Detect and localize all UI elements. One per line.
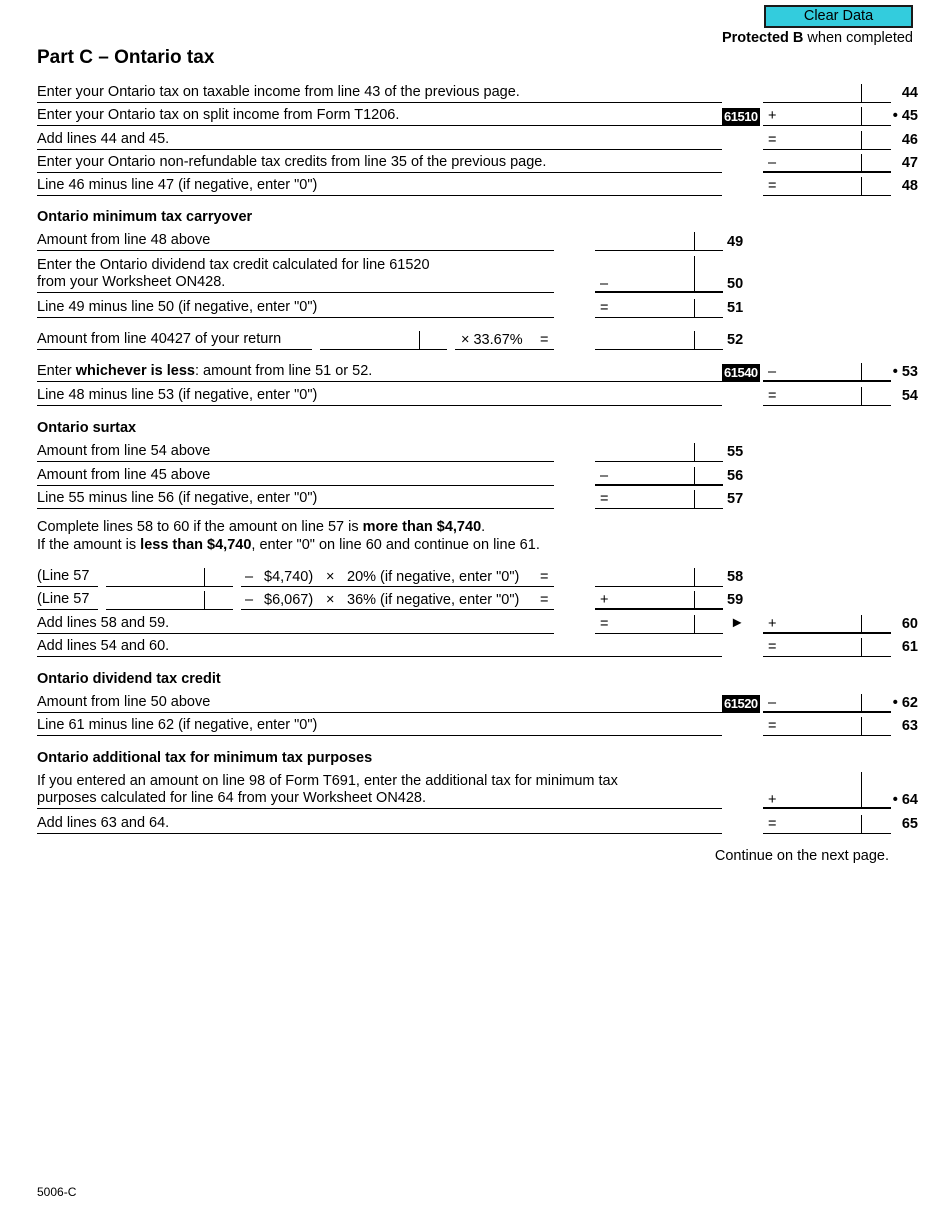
line-52-rule bbox=[37, 349, 312, 350]
line-60-rule bbox=[37, 633, 554, 634]
line-51-number: 51 bbox=[727, 300, 744, 316]
line-56-divider bbox=[694, 467, 695, 485]
line-62-number: • 62 bbox=[892, 695, 918, 711]
line-61-operator: = bbox=[768, 639, 777, 655]
line-58-equals: = bbox=[540, 569, 549, 585]
line-59-equals: = bbox=[540, 592, 549, 608]
line-64-rule bbox=[37, 808, 722, 809]
line-56-label: Amount from line 45 above bbox=[37, 467, 211, 483]
line-52-field[interactable] bbox=[595, 330, 693, 350]
line-48-field[interactable] bbox=[780, 176, 861, 196]
line-53-code: 61540 bbox=[724, 365, 758, 380]
line-53-operator: – bbox=[768, 364, 777, 380]
line-46-field[interactable] bbox=[780, 130, 861, 150]
protected-label: Protected B bbox=[721, 30, 804, 46]
surtax-note-1-bold: more than $4,740 bbox=[362, 519, 482, 535]
line-50-number: 50 bbox=[727, 276, 744, 292]
line-59-operator: + bbox=[600, 592, 609, 608]
line-57-label: Line 55 minus line 56 (if negative, enter "0") bbox=[37, 490, 318, 506]
line-54-operator: = bbox=[768, 388, 777, 404]
line-60-sub-rule bbox=[595, 633, 723, 634]
line-52-amount-rule bbox=[320, 349, 447, 350]
line-58-amount: $4,740) bbox=[264, 569, 314, 585]
line-63-field[interactable] bbox=[780, 716, 861, 736]
line-48-label: Line 46 minus line 47 (if negative, enter "0") bbox=[37, 177, 318, 193]
line-64-divider bbox=[861, 772, 862, 808]
line-45-label: Enter your Ontario tax on split income from Form T1206. bbox=[37, 107, 400, 123]
line-58-label: (Line 57 bbox=[37, 568, 90, 584]
line-51-operator: = bbox=[600, 300, 609, 316]
protected-suffix: when completed bbox=[803, 30, 913, 46]
line-54-field-rule bbox=[763, 405, 891, 406]
line-62-code: 61520 bbox=[724, 696, 758, 711]
line-47-rule bbox=[37, 172, 722, 173]
line-56-rule bbox=[37, 485, 554, 486]
line-50-field-rule bbox=[595, 291, 723, 293]
line-61-field-rule bbox=[763, 656, 891, 657]
line-58-times: × bbox=[326, 569, 335, 585]
line-61-rule bbox=[37, 656, 722, 657]
line-60-operator: = bbox=[600, 616, 609, 632]
line-65-number: 65 bbox=[901, 816, 918, 832]
line-65-divider bbox=[861, 815, 862, 833]
line-55-rule bbox=[37, 461, 554, 462]
line-64-label-2: purposes calculated for line 64 from your Worksheet ON428. bbox=[37, 790, 427, 806]
line-58-cents[interactable] bbox=[695, 567, 723, 587]
line-50-field[interactable] bbox=[612, 272, 693, 292]
line-52-cents[interactable] bbox=[695, 330, 723, 350]
line-44-field[interactable] bbox=[763, 83, 861, 103]
continue-note: Continue on the next page. bbox=[714, 848, 889, 864]
line-58-field[interactable] bbox=[595, 567, 693, 587]
line-60-number: 60 bbox=[901, 616, 918, 632]
line-58-field-rule bbox=[595, 586, 723, 587]
line-50-operator: – bbox=[600, 276, 609, 292]
line-52-rate: × 33.67% bbox=[461, 332, 523, 348]
line-61-number: 61 bbox=[901, 639, 918, 655]
line-59-number: 59 bbox=[727, 592, 744, 608]
line-55-label: Amount from line 54 above bbox=[37, 443, 211, 459]
line-63-divider bbox=[861, 717, 862, 735]
line-54-rule bbox=[37, 405, 722, 406]
line-58-line57-divider bbox=[204, 568, 205, 586]
line-58-calc-rule bbox=[241, 586, 554, 587]
line-58-rate: 20% (if negative, enter "0") bbox=[347, 569, 520, 585]
line-63-label: Line 61 minus line 62 (if negative, enter "0") bbox=[37, 717, 318, 733]
line-51-cents[interactable] bbox=[695, 298, 723, 318]
line-52-number: 52 bbox=[727, 332, 744, 348]
line-47-operator: – bbox=[768, 155, 777, 171]
line-59-line57-cents[interactable] bbox=[205, 590, 233, 610]
line-59-label-rule bbox=[37, 609, 98, 610]
line-49-number: 49 bbox=[727, 234, 744, 250]
surtax-note-2-bold: less than $4,740 bbox=[140, 537, 252, 553]
line-56-field-rule bbox=[595, 484, 723, 486]
line-44-number: 44 bbox=[901, 85, 918, 101]
line-64-field[interactable] bbox=[780, 788, 861, 808]
min-tax-heading: Ontario minimum tax carryover bbox=[37, 209, 253, 225]
line-46-label: Add lines 44 and 45. bbox=[37, 131, 170, 147]
line-60-sub-cents[interactable] bbox=[695, 614, 723, 634]
line-61-label: Add lines 54 and 60. bbox=[37, 638, 170, 654]
clear-data-button[interactable]: Clear Data bbox=[764, 5, 913, 28]
line-65-field-rule bbox=[763, 833, 891, 834]
line-65-field[interactable] bbox=[780, 814, 861, 834]
line-48-field-rule bbox=[763, 195, 891, 196]
line-56-cents[interactable] bbox=[695, 466, 723, 486]
line-49-divider bbox=[694, 232, 695, 250]
line-59-times: × bbox=[326, 592, 335, 608]
line-46-number: 46 bbox=[901, 132, 918, 148]
line-48-rule bbox=[37, 195, 722, 196]
line-49-rule bbox=[37, 250, 554, 251]
line-56-field[interactable] bbox=[612, 466, 693, 486]
line-55-number: 55 bbox=[727, 444, 744, 460]
line-60-sub-divider bbox=[694, 615, 695, 633]
line-63-rule bbox=[37, 735, 722, 736]
line-60-divider bbox=[861, 615, 862, 633]
line-54-field[interactable] bbox=[780, 386, 861, 406]
line-59-label: (Line 57 bbox=[37, 591, 90, 607]
line-58-number: 58 bbox=[727, 569, 744, 585]
line-45-number: • 45 bbox=[892, 108, 918, 124]
line-52-amount-divider bbox=[419, 331, 420, 349]
line-47-field-rule bbox=[763, 171, 891, 173]
line-44-rule bbox=[37, 102, 722, 103]
line-57-field-rule bbox=[595, 508, 723, 509]
line-53-rule bbox=[37, 381, 722, 382]
line-49-field-rule bbox=[595, 250, 723, 251]
line-47-label: Enter your Ontario non-refundable tax credits from line 35 of the previous page. bbox=[37, 154, 547, 170]
line-50-cents[interactable] bbox=[695, 272, 723, 292]
line-44-divider bbox=[861, 84, 862, 102]
form-number: 5006-C bbox=[37, 1185, 77, 1199]
line-64-number: • 64 bbox=[892, 792, 918, 808]
line-46-field-rule bbox=[763, 149, 891, 150]
line-64-field-rule bbox=[763, 807, 891, 809]
surtax-note-1 bbox=[37, 519, 485, 536]
line-56-number: 56 bbox=[727, 468, 744, 484]
line-62-divider bbox=[861, 694, 862, 712]
surtax-note-1-pre: Complete lines 58 to 60 if the amount on line 57 is bbox=[37, 519, 363, 535]
additional-heading: Ontario additional tax for minimum tax purposes bbox=[37, 750, 373, 766]
line-55-field-rule bbox=[595, 461, 723, 462]
line-57-number: 57 bbox=[727, 491, 744, 507]
line-53-field[interactable] bbox=[780, 362, 861, 382]
line-59-line57-field[interactable] bbox=[106, 590, 203, 610]
line-52-divider bbox=[694, 331, 695, 349]
line-47-number: 47 bbox=[901, 155, 918, 171]
line-58-line57-field[interactable] bbox=[106, 567, 203, 587]
line-45-code: 61510 bbox=[724, 109, 758, 124]
line-49-field[interactable] bbox=[595, 231, 693, 251]
line-48-divider bbox=[861, 177, 862, 195]
line-60-arrow-icon: ► bbox=[730, 615, 745, 631]
line-49-cents[interactable] bbox=[695, 231, 723, 251]
line-60-label: Add lines 58 and 59. bbox=[37, 615, 170, 631]
line-58-label-rule bbox=[37, 586, 98, 587]
line-56-operator: – bbox=[600, 468, 609, 484]
line-59-field-rule bbox=[595, 608, 723, 610]
line-53-label-bold: whichever is less bbox=[75, 363, 195, 379]
line-58-divider bbox=[694, 568, 695, 586]
line-46-operator: = bbox=[768, 132, 777, 148]
line-48-number: 48 bbox=[901, 178, 918, 194]
line-53-divider bbox=[861, 363, 862, 381]
line-61-divider bbox=[861, 638, 862, 656]
line-45-field-rule bbox=[763, 125, 891, 126]
line-63-field-rule bbox=[763, 735, 891, 736]
line-59-field[interactable] bbox=[612, 590, 693, 610]
line-51-field-rule bbox=[595, 317, 723, 318]
line-58-line57-rule bbox=[106, 586, 233, 587]
surtax-heading: Ontario surtax bbox=[37, 420, 137, 436]
line-65-rule bbox=[37, 833, 722, 834]
line-45-field[interactable] bbox=[780, 106, 861, 126]
line-45-rule bbox=[37, 125, 722, 126]
line-53-field-rule bbox=[763, 380, 891, 382]
line-52-amount-cents[interactable] bbox=[420, 330, 447, 350]
line-50-label-1: Enter the Ontario dividend tax credit calculated for line 61520 bbox=[37, 257, 430, 273]
line-59-minus: – bbox=[245, 592, 254, 608]
line-55-divider bbox=[694, 443, 695, 461]
line-59-line57-rule bbox=[106, 609, 233, 610]
line-57-field[interactable] bbox=[612, 489, 693, 509]
line-64-operator: + bbox=[768, 792, 777, 808]
line-51-field[interactable] bbox=[612, 298, 693, 318]
line-62-field[interactable] bbox=[780, 693, 861, 713]
line-65-label: Add lines 63 and 64. bbox=[37, 815, 170, 831]
surtax-note-1-post: . bbox=[481, 519, 486, 535]
line-53-number: • 53 bbox=[892, 364, 918, 380]
line-61-field[interactable] bbox=[780, 637, 861, 657]
line-59-line57-divider bbox=[204, 591, 205, 609]
line-60-sub-field[interactable] bbox=[612, 614, 693, 634]
line-52-rate-rule bbox=[455, 349, 554, 350]
line-44-label: Enter your Ontario tax on taxable income from line 43 of the previous page. bbox=[37, 84, 520, 100]
line-50-divider bbox=[694, 256, 695, 292]
page-title: Part C – Ontario tax bbox=[37, 47, 215, 68]
line-65-operator: = bbox=[768, 816, 777, 832]
line-55-field[interactable] bbox=[595, 442, 693, 462]
line-63-number: 63 bbox=[901, 718, 918, 734]
line-59-divider bbox=[694, 591, 695, 609]
line-51-rule bbox=[37, 317, 554, 318]
line-46-divider bbox=[861, 131, 862, 149]
line-59-amount: $6,067) bbox=[264, 592, 314, 608]
line-53-label-pre: Enter bbox=[37, 363, 76, 379]
line-62-rule bbox=[37, 712, 722, 713]
line-60-field-rule bbox=[763, 632, 891, 634]
line-60-operator-2: + bbox=[768, 616, 777, 632]
line-51-label: Line 49 minus line 50 (if negative, enter "0") bbox=[37, 299, 318, 315]
line-51-divider bbox=[694, 299, 695, 317]
dividend-heading: Ontario dividend tax credit bbox=[37, 671, 221, 687]
line-62-label: Amount from line 50 above bbox=[37, 694, 211, 710]
surtax-note-2-pre: If the amount is bbox=[37, 537, 141, 553]
line-57-cents[interactable] bbox=[695, 489, 723, 509]
line-50-rule bbox=[37, 292, 554, 293]
line-45-operator: + bbox=[768, 108, 777, 124]
line-54-divider bbox=[861, 387, 862, 405]
line-52-amount-field[interactable] bbox=[320, 330, 418, 350]
line-62-field-rule bbox=[763, 711, 891, 713]
line-50-label-2: from your Worksheet ON428. bbox=[37, 274, 226, 290]
protected-notice bbox=[722, 30, 913, 46]
line-46-rule bbox=[37, 149, 722, 150]
line-52-equals: = bbox=[540, 332, 549, 348]
line-55-cents[interactable] bbox=[695, 442, 723, 462]
line-52-label: Amount from line 40427 of your return bbox=[37, 331, 282, 347]
line-53-label bbox=[37, 363, 372, 380]
line-44-field-rule bbox=[763, 102, 891, 103]
line-53-label-post: : amount from line 51 or 52. bbox=[194, 363, 373, 379]
line-57-rule bbox=[37, 508, 554, 509]
line-49-label: Amount from line 48 above bbox=[37, 232, 211, 248]
line-57-operator: = bbox=[600, 491, 609, 507]
line-47-divider bbox=[861, 154, 862, 172]
line-57-divider bbox=[694, 490, 695, 508]
line-62-operator: – bbox=[768, 695, 777, 711]
line-59-calc-rule bbox=[241, 609, 554, 610]
surtax-note-2 bbox=[37, 537, 540, 554]
line-58-minus: – bbox=[245, 569, 254, 585]
line-45-divider bbox=[861, 107, 862, 125]
line-63-operator: = bbox=[768, 718, 777, 734]
line-48-operator: = bbox=[768, 178, 777, 194]
line-58-line57-cents[interactable] bbox=[205, 567, 233, 587]
line-47-field[interactable] bbox=[780, 153, 861, 173]
line-54-number: 54 bbox=[901, 388, 918, 404]
line-60-field[interactable] bbox=[780, 614, 861, 634]
line-59-rate: 36% (if negative, enter "0") bbox=[347, 592, 520, 608]
line-52-field-rule bbox=[595, 349, 723, 350]
line-64-label-1: If you entered an amount on line 98 of Form T691, enter the additional tax for minimum tax bbox=[37, 773, 618, 789]
line-54-label: Line 48 minus line 53 (if negative, enter "0") bbox=[37, 387, 318, 403]
line-59-cents[interactable] bbox=[695, 590, 723, 610]
surtax-note-2-post: , enter "0" on line 60 and continue on line 61. bbox=[251, 537, 540, 553]
